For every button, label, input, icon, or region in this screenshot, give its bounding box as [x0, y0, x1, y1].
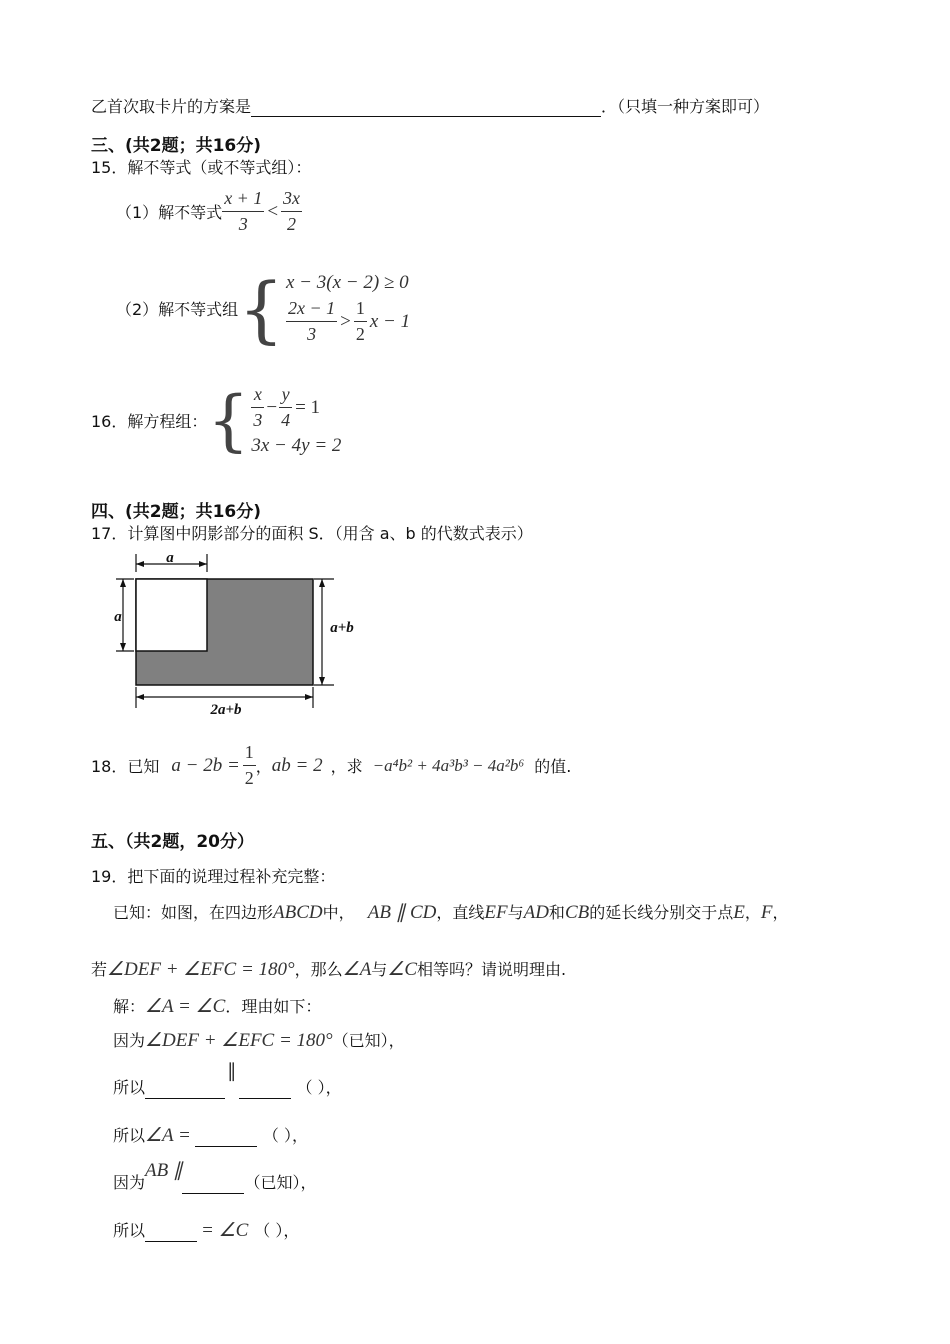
- frac-num: 3x: [283, 188, 301, 208]
- q19-step5-reason: （ ），: [254, 1221, 300, 1240]
- q19-stem: 19．把下面的说理过程补充完整：: [91, 867, 336, 886]
- q19-step1-prefix: 因为: [113, 1031, 146, 1050]
- q19-comma2: ，: [772, 903, 789, 922]
- q16: [91, 381, 342, 459]
- q19-step1-reason: （已知），: [332, 1031, 405, 1050]
- q19-sol-expr: ∠A = ∠C: [145, 996, 226, 1017]
- q19-step5: [113, 1218, 299, 1242]
- unshaded-square: [136, 579, 207, 651]
- q15-part1-rhs-frac: [281, 188, 302, 235]
- q16-eq2: 3x − 4y = 2: [251, 435, 342, 456]
- q19-comma: ，: [744, 903, 761, 922]
- q19-step1: [113, 1028, 405, 1052]
- q19-step2-par: ∥: [227, 1061, 237, 1082]
- q19-step3: [113, 1123, 308, 1147]
- label-top-a: a: [166, 550, 174, 566]
- q19-step3-prefix: 所以: [113, 1126, 146, 1145]
- answer-blank[interactable]: [251, 98, 601, 117]
- q19-step5-expr: = ∠C: [201, 1220, 249, 1241]
- q19-if-suffix: ，那么: [294, 960, 343, 979]
- step3-blank[interactable]: [195, 1128, 257, 1147]
- q15-system-line2: [286, 298, 410, 345]
- q19-if-prefix: 若: [91, 960, 108, 979]
- step2-blank-2[interactable]: [239, 1080, 291, 1099]
- section3-heading: 三、(共2题；共16分): [91, 136, 262, 156]
- frac-den: 3: [222, 211, 264, 235]
- frac-num: 1: [355, 298, 365, 318]
- q19-cb: CB: [564, 902, 590, 923]
- q16-eq1: [251, 384, 341, 431]
- line-top-suffix: ．（只填一种方案即可）: [601, 97, 770, 116]
- q19-step2-prefix: 所以: [113, 1078, 146, 1097]
- q19-yu2: 与: [371, 960, 388, 979]
- label-right-a-plus-b: a+b: [330, 620, 354, 636]
- left-brace-icon: {: [238, 266, 284, 351]
- step2-blank-1[interactable]: [145, 1080, 225, 1099]
- q19-he: 和: [548, 903, 565, 922]
- q19-solution: [113, 994, 321, 1018]
- q15-part2: [116, 266, 411, 351]
- q19-ext-text: 的延长线分别交于点: [589, 903, 734, 922]
- q17-figure: [108, 548, 368, 720]
- q19-abcd: ABCD: [273, 902, 323, 923]
- q19-zhong: 中，: [322, 903, 355, 922]
- q19-ad: AD: [523, 902, 549, 923]
- q19-ef: EF: [484, 902, 508, 923]
- frac-num: 1: [244, 742, 254, 762]
- q15-part1-op: <: [267, 200, 279, 222]
- step5-blank[interactable]: [145, 1223, 197, 1242]
- q15-stem: 15．解不等式（或不等式组）：: [91, 158, 312, 177]
- q18-suffix: 的值.: [534, 757, 572, 776]
- q18-expr: −a⁴b² + 4a³b³ − 4a²b⁶: [372, 755, 525, 775]
- q19-point-f: F: [760, 902, 773, 923]
- q15-l2-frac: [286, 298, 337, 345]
- q15-part1: [116, 188, 302, 235]
- step4-blank[interactable]: [182, 1175, 244, 1194]
- line-top: [91, 94, 769, 117]
- q19-angle-c: ∠C: [387, 959, 418, 980]
- q16-eq1-rhs: = 1: [295, 396, 321, 418]
- q19-angle-a: ∠A: [342, 959, 372, 980]
- q19-if: [91, 957, 566, 981]
- q18-sep: ，: [255, 757, 272, 776]
- q18-cond2: ab = 2: [271, 754, 323, 776]
- q19-step2: [113, 1061, 342, 1099]
- frac-num: x + 1: [224, 188, 263, 208]
- q19-sol-prefix: 解：: [113, 997, 146, 1016]
- q19-step4-prefix: 因为: [113, 1173, 146, 1192]
- label-bottom-2a-plus-b: 2a+b: [210, 702, 242, 718]
- q19-step4-reason: （已知），: [244, 1173, 317, 1192]
- q19-given: [113, 900, 788, 924]
- frac-den: 2: [243, 765, 256, 789]
- line-top-text: 乙首次取卡片的方案是: [91, 97, 252, 116]
- q16-system: [251, 384, 341, 457]
- section5-heading: 五、（共2题，20分）: [91, 832, 254, 852]
- q19-point-e: E: [733, 902, 745, 923]
- q18-cond1-lhs: a − 2b =: [171, 754, 240, 776]
- q18-mid: ，求: [330, 757, 363, 776]
- q19-given-prefix: 已知：如图，在四边形: [113, 903, 274, 922]
- q16-frac-y: [279, 384, 292, 431]
- q15-l2-op: >: [340, 310, 351, 332]
- q16-stem: 16．解方程组：: [91, 412, 208, 431]
- q19-step4: [113, 1160, 317, 1194]
- q19-line-text: ，直线: [436, 903, 485, 922]
- q17-stem: 17．计算图中阴影部分的面积 S．（用含 a、b 的代数式表示）: [91, 524, 533, 543]
- q19-step2-reason: （ ），: [296, 1078, 342, 1097]
- q19-if-expr: ∠DEF + ∠EFC = 180°: [107, 959, 295, 980]
- q15-system-line1: x − 3(x − 2) ≥ 0: [286, 272, 409, 293]
- left-brace-icon: {: [207, 381, 250, 459]
- q15-l2-half: [354, 298, 367, 345]
- q19-if-tail: 相等吗？请说明理由.: [417, 960, 567, 979]
- frac-den: 3: [251, 407, 264, 431]
- section4-heading: 四、(共2题；共16分): [91, 502, 262, 522]
- q19-yu: 与: [507, 903, 524, 922]
- q18-prefix: 18．已知: [91, 757, 160, 776]
- q15-l2-tail: x − 1: [369, 310, 411, 332]
- q15-system: [286, 272, 410, 345]
- frac-den: 2: [281, 211, 302, 235]
- q19-step5-prefix: 所以: [113, 1221, 146, 1240]
- q15-part1-lhs-frac: [222, 188, 264, 235]
- frac-den: 2: [354, 321, 367, 345]
- q18: [91, 742, 571, 789]
- frac-num: x: [253, 384, 262, 404]
- q18-half: [243, 742, 256, 789]
- q19-step3-reason: （ ），: [262, 1126, 308, 1145]
- frac-den: 4: [279, 407, 292, 431]
- q15-part2-label: （2）解不等式组: [116, 300, 239, 319]
- frac-num: y: [281, 384, 290, 404]
- q15-part1-label: （1）解不等式: [116, 203, 223, 222]
- q16-minus: −: [266, 396, 278, 418]
- frac-den: 3: [286, 321, 337, 345]
- frac-num: 2x − 1: [288, 298, 336, 318]
- q19-step4-expr: AB ∥: [145, 1160, 183, 1181]
- q19-ab-par-cd: AB ∥ CD: [367, 902, 437, 923]
- q19-sol-suffix: ．理由如下：: [225, 997, 322, 1016]
- label-left-a: a: [114, 609, 122, 625]
- q16-frac-x: [251, 384, 264, 431]
- q19-step3-expr: ∠A =: [145, 1125, 191, 1146]
- q19-step1-expr: ∠DEF + ∠EFC = 180°: [145, 1030, 333, 1051]
